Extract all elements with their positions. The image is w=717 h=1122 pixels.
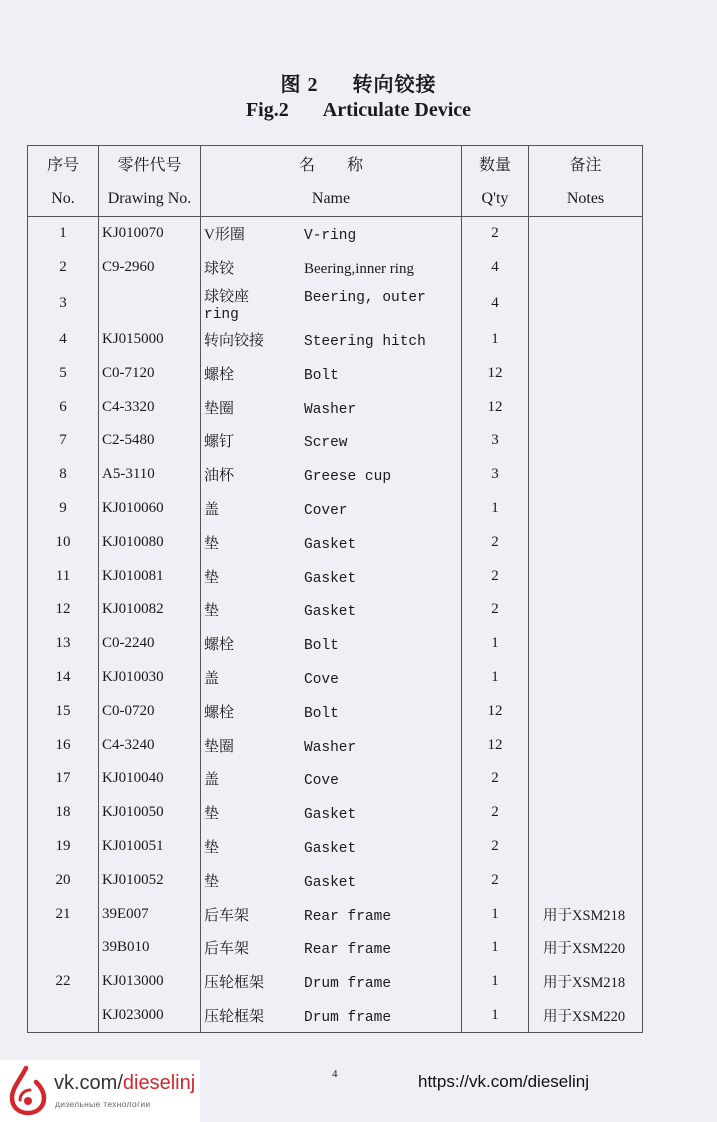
row-number: 5 xyxy=(28,356,99,390)
part-name xyxy=(201,525,462,559)
logo-main: vk.com/ xyxy=(54,1072,123,1094)
part-name-en: Washer xyxy=(304,401,357,418)
logo-accent: dieselinj xyxy=(122,1072,196,1094)
part-name-en: Drum frame xyxy=(304,976,392,993)
part-name-en: Rear frame xyxy=(304,908,392,925)
notes xyxy=(529,830,643,864)
table-row xyxy=(28,627,643,661)
row-number: 11 xyxy=(28,559,99,593)
row-number: 13 xyxy=(28,627,99,661)
row-number: 8 xyxy=(28,458,99,492)
part-name xyxy=(201,492,462,526)
part-name-en: V-ring xyxy=(304,228,357,245)
figure-name-en: Articulate Device xyxy=(322,99,472,121)
notes xyxy=(529,390,643,424)
footer-logo[interactable] xyxy=(0,1060,200,1122)
quantity: 2 xyxy=(462,559,529,593)
part-name-cn: 垫圈 xyxy=(204,738,235,755)
figure-name-cn: 转向铰接 xyxy=(352,74,437,96)
quantity: 1 xyxy=(462,897,529,931)
row-number: 17 xyxy=(28,762,99,796)
table-row xyxy=(28,728,643,762)
header-drawing-cn: 零件代号 xyxy=(99,146,201,182)
drawing-number: C0-7120 xyxy=(99,356,201,390)
drawing-number: KJ010060 xyxy=(99,492,201,526)
table-row xyxy=(28,661,643,695)
part-name-cn: 后车架 xyxy=(204,941,250,958)
drawing-number: KJ010081 xyxy=(99,559,201,593)
quantity: 1 xyxy=(462,965,529,999)
part-name xyxy=(201,830,462,864)
table-row xyxy=(28,762,643,796)
quantity: 1 xyxy=(462,661,529,695)
drawing-number: KJ010051 xyxy=(99,830,201,864)
quantity: 1 xyxy=(462,999,529,1033)
part-name xyxy=(201,593,462,627)
row-number: 20 xyxy=(28,863,99,897)
notes xyxy=(529,458,643,492)
drawing-number: C0-2240 xyxy=(99,627,201,661)
row-number: 12 xyxy=(28,593,99,627)
part-name xyxy=(201,965,462,999)
drawing-number: KJ013000 xyxy=(99,965,201,999)
notes xyxy=(529,627,643,661)
row-number xyxy=(28,931,99,965)
quantity: 1 xyxy=(462,323,529,357)
notes xyxy=(529,492,643,526)
part-name-en: Greese cup xyxy=(304,469,392,486)
row-number: 14 xyxy=(28,661,99,695)
quantity: 2 xyxy=(462,830,529,864)
row-number: 2 xyxy=(28,251,99,285)
part-name xyxy=(201,931,462,965)
table-row xyxy=(28,965,643,999)
quantity: 12 xyxy=(462,356,529,390)
header-no-cn: 序号 xyxy=(28,146,99,182)
part-name-en: Screw xyxy=(304,435,348,452)
part-name-cn: 螺栓 xyxy=(204,637,235,654)
row-number: 10 xyxy=(28,525,99,559)
notes xyxy=(529,323,643,357)
part-name-cn: 螺钉 xyxy=(204,434,235,451)
part-name xyxy=(201,796,462,830)
table-row xyxy=(28,217,643,251)
part-name-en: Gasket xyxy=(304,604,357,621)
part-name-en: Gasket xyxy=(304,807,357,824)
quantity: 3 xyxy=(462,424,529,458)
part-name xyxy=(201,424,462,458)
quantity: 2 xyxy=(462,593,529,627)
part-name-cn: 螺栓 xyxy=(204,366,235,383)
part-name-cn: 垫 xyxy=(204,839,220,856)
figure-title-chinese xyxy=(0,68,717,97)
row-number: 21 xyxy=(28,897,99,931)
notes: 用于XSM218 xyxy=(529,965,643,999)
part-name-en: Bolt xyxy=(304,705,339,722)
part-name-cn: 垫 xyxy=(204,535,220,552)
table-row xyxy=(28,251,643,285)
part-name-en: Gasket xyxy=(304,570,357,587)
quantity: 2 xyxy=(462,217,529,251)
part-name-cn: 垫圈 xyxy=(204,400,235,417)
drawing-number: KJ010082 xyxy=(99,593,201,627)
logo-subtitle: дизельные технологии xyxy=(55,1099,151,1109)
part-name xyxy=(201,323,462,357)
header-name-cn: 名 称 xyxy=(201,146,462,182)
notes xyxy=(529,217,643,251)
parts-table-body xyxy=(28,217,643,1033)
part-name-cn: 螺栓 xyxy=(204,704,235,721)
part-name xyxy=(201,627,462,661)
drawing-number: KJ010052 xyxy=(99,863,201,897)
drawing-number: KJ010050 xyxy=(99,796,201,830)
header-notes-en: Notes xyxy=(529,181,643,217)
notes xyxy=(529,356,643,390)
part-name xyxy=(201,897,462,931)
drawing-number: KJ015000 xyxy=(99,323,201,357)
quantity: 12 xyxy=(462,728,529,762)
quantity: 12 xyxy=(462,694,529,728)
drawing-number: A5-3110 xyxy=(99,458,201,492)
header-qty-en: Q'ty xyxy=(462,181,529,217)
notes xyxy=(529,251,643,285)
part-name xyxy=(201,999,462,1033)
part-name xyxy=(201,217,462,251)
part-name-cn: 垫 xyxy=(204,603,220,620)
part-name xyxy=(201,390,462,424)
part-name-cn: 转向铰接 xyxy=(204,332,265,349)
part-name xyxy=(201,762,462,796)
table-row xyxy=(28,323,643,357)
header-notes-cn: 备注 xyxy=(529,146,643,182)
notes xyxy=(529,424,643,458)
part-name-en: Steering hitch xyxy=(304,333,426,350)
quantity: 2 xyxy=(462,796,529,830)
parts-table xyxy=(27,145,643,1033)
row-number xyxy=(28,999,99,1033)
part-name xyxy=(201,458,462,492)
table-row xyxy=(28,830,643,864)
notes xyxy=(529,796,643,830)
row-number: 7 xyxy=(28,424,99,458)
row-number: 22 xyxy=(28,965,99,999)
table-row xyxy=(28,525,643,559)
header-qty-cn: 数量 xyxy=(462,146,529,182)
quantity: 12 xyxy=(462,390,529,424)
part-name xyxy=(201,251,462,285)
part-name-en: Drum frame xyxy=(304,1009,392,1026)
drawing-number xyxy=(99,285,201,323)
part-name-en: Cove xyxy=(304,671,339,688)
notes xyxy=(529,593,643,627)
figure-title-english xyxy=(0,99,717,122)
part-name xyxy=(201,694,462,728)
row-number: 16 xyxy=(28,728,99,762)
drawing-number: KJ010080 xyxy=(99,525,201,559)
drawing-number: C4-3240 xyxy=(99,728,201,762)
part-name-en: Washer xyxy=(304,739,357,756)
part-name xyxy=(201,863,462,897)
row-number: 4 xyxy=(28,323,99,357)
part-name-en: Gasket xyxy=(304,874,357,891)
part-name-cn: 盖 xyxy=(204,772,220,789)
table-row xyxy=(28,694,643,728)
part-name xyxy=(201,559,462,593)
quantity: 2 xyxy=(462,525,529,559)
quantity: 3 xyxy=(462,458,529,492)
notes xyxy=(529,863,643,897)
part-name-en: Bolt xyxy=(304,367,339,384)
table-row xyxy=(28,897,643,931)
drawing-number: C0-0720 xyxy=(99,694,201,728)
drawing-number: 39B010 xyxy=(99,931,201,965)
table-row xyxy=(28,424,643,458)
part-name-en: Rear frame xyxy=(304,942,392,959)
row-number: 18 xyxy=(28,796,99,830)
part-name-cn: 盖 xyxy=(204,670,220,687)
quantity: 4 xyxy=(462,285,529,323)
row-number: 6 xyxy=(28,390,99,424)
footer-url-link[interactable]: https://vk.com/dieselinj xyxy=(418,1072,590,1091)
row-number: 15 xyxy=(28,694,99,728)
table-row xyxy=(28,356,643,390)
part-name-cn: V形圈 xyxy=(204,227,245,244)
drawing-number: C9-2960 xyxy=(99,251,201,285)
part-name xyxy=(201,661,462,695)
notes xyxy=(529,694,643,728)
page-number: 4 xyxy=(332,1068,338,1080)
table-row xyxy=(28,492,643,526)
quantity: 1 xyxy=(462,492,529,526)
part-name-cn: 压轮框架 xyxy=(204,1008,265,1025)
figure-number-en: Fig.2 xyxy=(245,99,289,121)
table-row xyxy=(28,796,643,830)
notes xyxy=(529,559,643,593)
quantity: 1 xyxy=(462,931,529,965)
part-name xyxy=(201,285,462,323)
header-no-en: No. xyxy=(28,181,99,217)
drawing-number: 39E007 xyxy=(99,897,201,931)
notes: 用于XSM220 xyxy=(529,931,643,965)
quantity: 2 xyxy=(462,863,529,897)
table-row xyxy=(28,999,643,1033)
notes: 用于XSM218 xyxy=(529,897,643,931)
quantity: 4 xyxy=(462,251,529,285)
part-name-cn: 盖 xyxy=(204,501,220,518)
part-name-en: Bolt xyxy=(304,638,339,655)
part-name-cn: 球铰 xyxy=(204,261,235,278)
header-drawing-en: Drawing No. xyxy=(99,181,201,217)
notes xyxy=(529,728,643,762)
part-name-en: Cove xyxy=(304,773,339,790)
quantity: 2 xyxy=(462,762,529,796)
logo-text xyxy=(54,1072,195,1095)
notes xyxy=(529,661,643,695)
part-name-cn: 垫 xyxy=(204,873,220,890)
notes xyxy=(529,285,643,323)
row-number: 19 xyxy=(28,830,99,864)
table-row xyxy=(28,285,643,323)
part-name-cn: 油杯 xyxy=(204,468,235,485)
part-name-en: Gasket xyxy=(304,840,357,857)
drawing-number: KJ023000 xyxy=(99,999,201,1033)
part-name-en: Beering, outer ring xyxy=(204,289,426,323)
drawing-number: C4-3320 xyxy=(99,390,201,424)
part-name-cn: 垫 xyxy=(204,569,220,586)
notes xyxy=(529,525,643,559)
figure-number-cn: 图 2 xyxy=(280,74,319,96)
header-name-en: Name xyxy=(201,181,462,217)
table-row xyxy=(28,390,643,424)
diesel-drop-icon xyxy=(6,1064,52,1116)
part-name-cn: 球铰座 xyxy=(204,288,250,305)
part-name-cn: 后车架 xyxy=(204,907,250,924)
table-row xyxy=(28,931,643,965)
notes: 用于XSM220 xyxy=(529,999,643,1033)
row-number: 9 xyxy=(28,492,99,526)
table-row xyxy=(28,559,643,593)
quantity: 1 xyxy=(462,627,529,661)
part-name-cn: 压轮框架 xyxy=(204,975,265,992)
part-name-en: Gasket xyxy=(304,536,357,553)
part-name-en: Cover xyxy=(304,502,348,519)
part-name-en: Beering,inner ring xyxy=(304,261,414,278)
table-row xyxy=(28,458,643,492)
drawing-number: KJ010070 xyxy=(99,217,201,251)
row-number: 3 xyxy=(28,285,99,323)
row-number: 1 xyxy=(28,217,99,251)
table-row xyxy=(28,593,643,627)
part-name-cn: 垫 xyxy=(204,806,220,823)
drawing-number: C2-5480 xyxy=(99,424,201,458)
part-name xyxy=(201,356,462,390)
part-name xyxy=(201,728,462,762)
notes xyxy=(529,762,643,796)
drawing-number: KJ010030 xyxy=(99,661,201,695)
table-row xyxy=(28,863,643,897)
drawing-number: KJ010040 xyxy=(99,762,201,796)
